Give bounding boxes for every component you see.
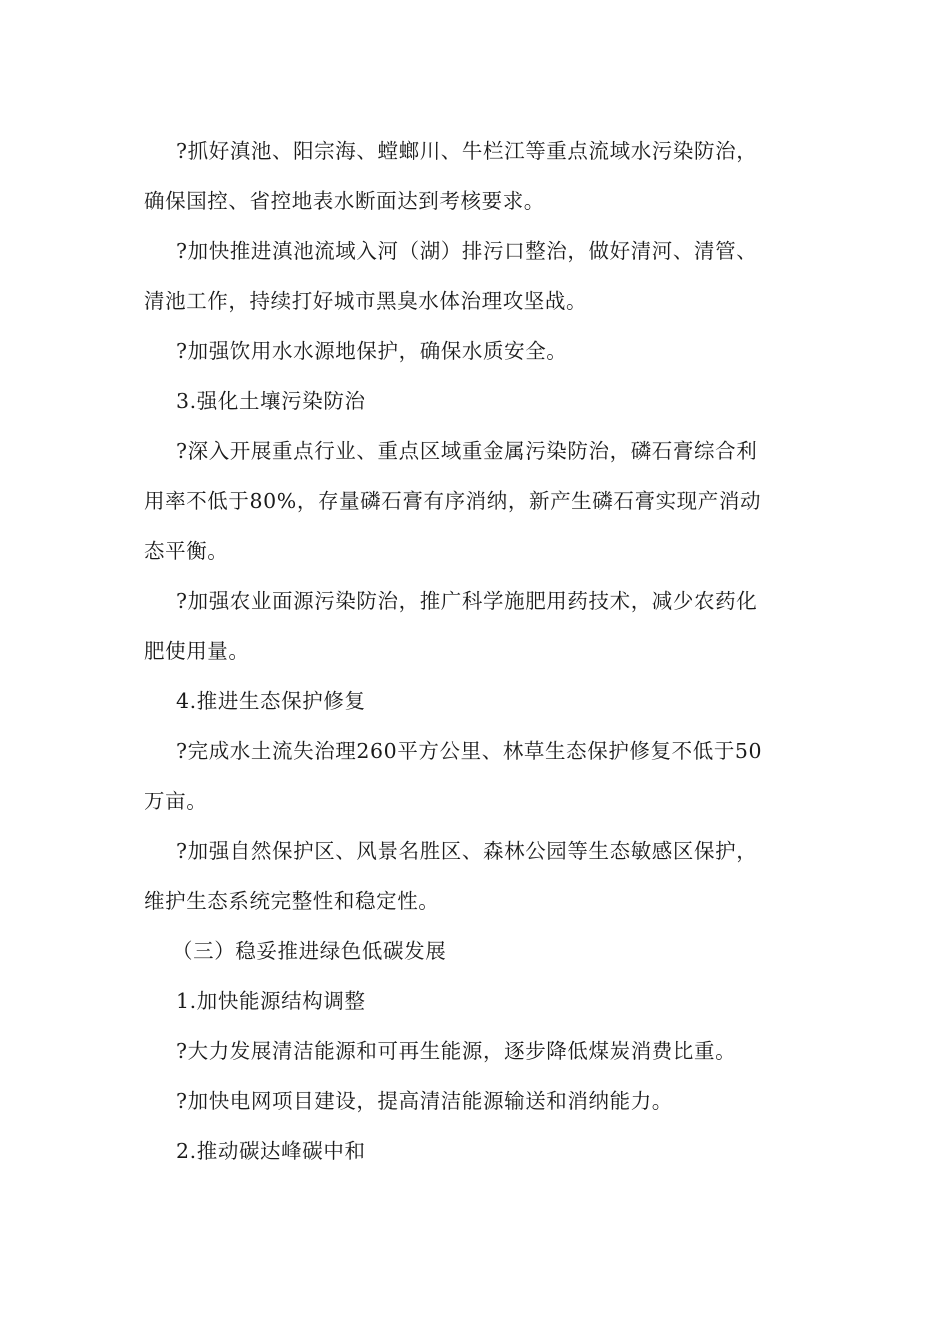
section-heading [144, 1126, 808, 1176]
paragraph-bullet [144, 826, 808, 926]
paragraph-bullet [144, 326, 808, 376]
paragraph-line: ?加强饮用水水源地保护，确保水质安全。 [176, 339, 568, 363]
paragraph-line: ?大力发展清洁能源和可再生能源，逐步降低煤炭消费比重。 [176, 1039, 737, 1063]
paragraph-line: ?加快电网项目建设，提高清洁能源输送和消纳能力。 [176, 1089, 673, 1113]
paragraph-bullet [144, 1076, 808, 1126]
paragraph-bullet [144, 126, 808, 226]
paragraph-bullet [144, 1026, 808, 1076]
chapter-heading [144, 926, 808, 976]
heading-text: （三）稳妥推进绿色低碳发展 [172, 939, 447, 963]
paragraph-line: 确保国控、省控地表水断面达到考核要求。 [144, 189, 545, 213]
section-heading [144, 976, 808, 1026]
heading-text: 1.加快能源结构调整 [176, 989, 366, 1013]
paragraph-bullet [144, 726, 808, 826]
section-heading [144, 376, 808, 426]
paragraph-line: 万亩。 [144, 789, 208, 813]
paragraph-line: ?完成水土流失治理260平方公里、林草生态保护修复不低于50 [176, 739, 763, 763]
paragraph-bullet [144, 226, 808, 326]
paragraph-bullet [144, 576, 808, 676]
paragraph-bullet [144, 426, 808, 576]
paragraph-line: ?加强自然保护区、风景名胜区、森林公园等生态敏感区保护， [176, 839, 758, 863]
paragraph-line: 用率不低于80%，存量磷石膏有序消纳，新产生磷石膏实现产消动 [144, 489, 762, 513]
paragraph-line: 肥使用量。 [144, 639, 250, 663]
heading-text: 2.推动碳达峰碳中和 [176, 1139, 366, 1163]
paragraph-line: 态平衡。 [144, 539, 229, 563]
paragraph-line: 维护生态系统完整性和稳定性。 [144, 889, 440, 913]
paragraph-line: ?深入开展重点行业、重点区域重金属污染防治，磷石膏综合利 [176, 439, 758, 463]
heading-text: 4.推进生态保护修复 [176, 689, 366, 713]
document-body [144, 126, 808, 1176]
paragraph-line: 清池工作，持续打好城市黑臭水体治理攻坚战。 [144, 289, 588, 313]
section-heading [144, 676, 808, 726]
heading-text: 3.强化土壤污染防治 [176, 389, 366, 413]
paragraph-line: ?加强农业面源污染防治，推广科学施肥用药技术，减少农药化 [176, 589, 758, 613]
paragraph-line: ?抓好滇池、阳宗海、螳螂川、牛栏江等重点流域水污染防治， [176, 139, 758, 163]
paragraph-line: ?加快推进滇池流域入河（湖）排污口整治，做好清河、清管、 [176, 239, 758, 263]
